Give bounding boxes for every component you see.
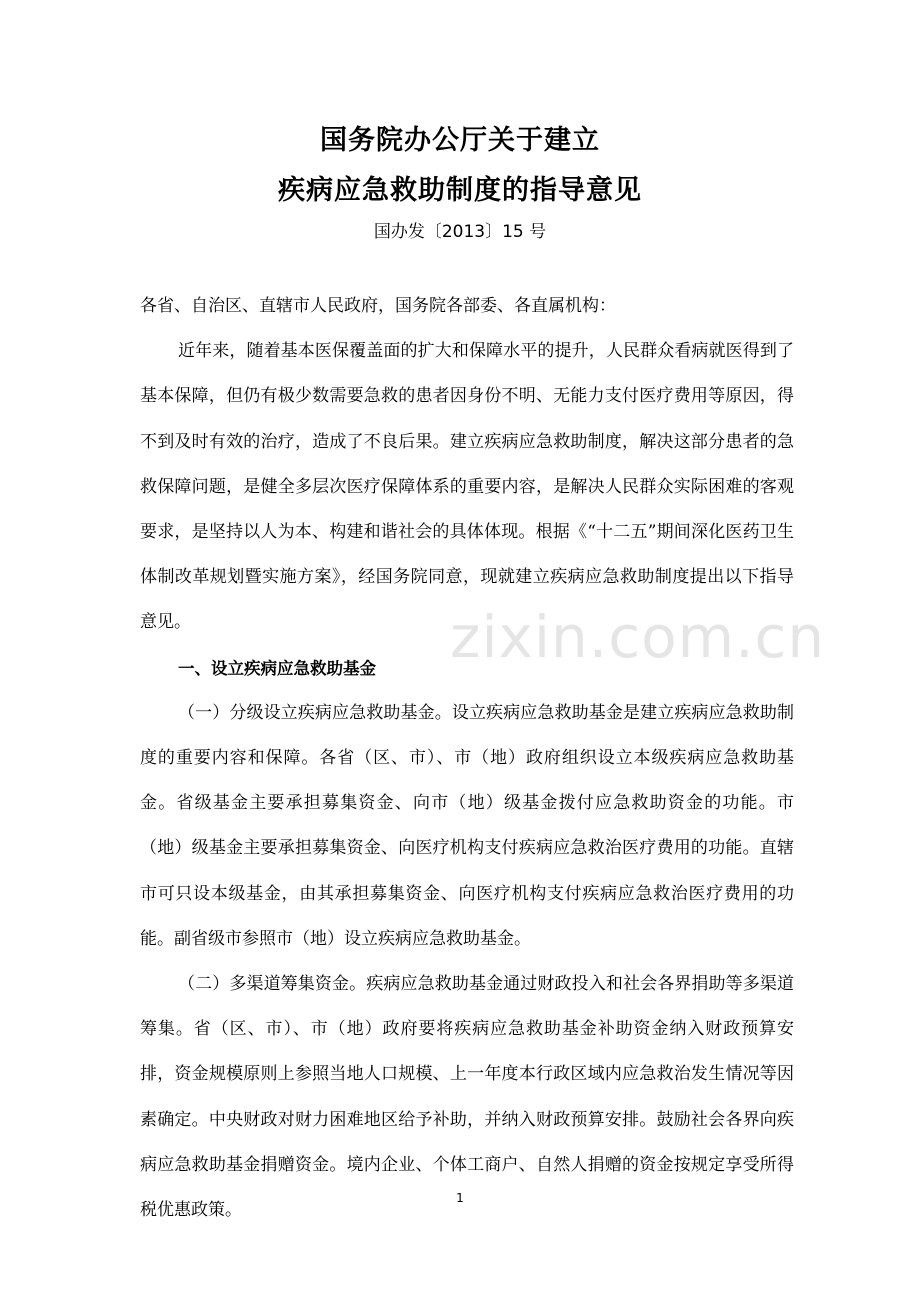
item-1-paragraph [140, 691, 794, 962]
section-heading-1: 一、设立疾病应急救助基金 [178, 658, 376, 678]
item-2-lead: （二）多渠道筹集资金。 [178, 974, 367, 995]
item-1-text: 设立疾病应急救助基金是建立疾病应急救助制度的重要内容和保障。各省（区、市）、市（地）政府组织设立本级疾病应急救助基金。省级基金主要承担募集资金、向市（地）级基金拨付应急救助资金的功能。市（地）级基金主要承担募集资金、向医疗机构支付疾病应急救治医疗费用的功能。直辖市可只设本级基金，由其承担募集资金、向医疗机构支付疾病应急救治医疗费用的功能。副省级市参照市（地）设立疾病应急救助基金。 [140, 702, 794, 949]
page-number: 1 [456, 1191, 464, 1205]
document-title-line2: 疾病应急救助制度的指导意见 [278, 175, 642, 206]
item-2-text: 疾病应急救助基金通过财政投入和社会各界捐助等多渠道筹集。省（区、市）、市（地）政府要将疾病应急救助基金补助资金纳入财政预算安排，资金规模原则上参照当地人口规模、上一年度本行政区域内应急救治发生情况等因素确定。中央财政对财力困难地区给予补助，并纳入财政预算安排。鼓励社会各界向疾病应急救助基金捐赠资金。境内企业、个体工商户、自然人捐赠的资金按规定享受所得税优惠政策。 [140, 974, 795, 1221]
document-body [140, 284, 794, 1233]
salutation: 各省、自治区、直辖市人民政府，国务院各部委、各直属机构： [140, 296, 616, 316]
intro-paragraph: 近年来，随着基本医保覆盖面的扩大和保障水平的提升，人民群众看病就医得到了基本保障，但仍有极少数需要急救的患者因身份不明、无能力支付医疗费用等原因，得不到及时有效的治疗，造成了不良后果。建立疾病应急救助制度，解决这部分患者的急救保障问题，是健全多层次医疗保障体系的重要内容，是解决人民群众实际困难的客观要求，是坚持以人为本、构建和谐社会的具体体现。根据《“十二五”期间深化医药卫生体制改革规划暨实施方案》，经国务院同意，现就建立疾病应急救助制度提出以下指导意见。 [140, 341, 794, 633]
document-number: 国办发〔2013〕15 号 [373, 222, 547, 242]
item-1-lead: （一）分级设立疾病应急救助基金。 [178, 702, 452, 723]
watermark: zixin.com.cn [450, 603, 826, 671]
document-title-line1: 国务院办公厅关于建立 [320, 125, 600, 156]
